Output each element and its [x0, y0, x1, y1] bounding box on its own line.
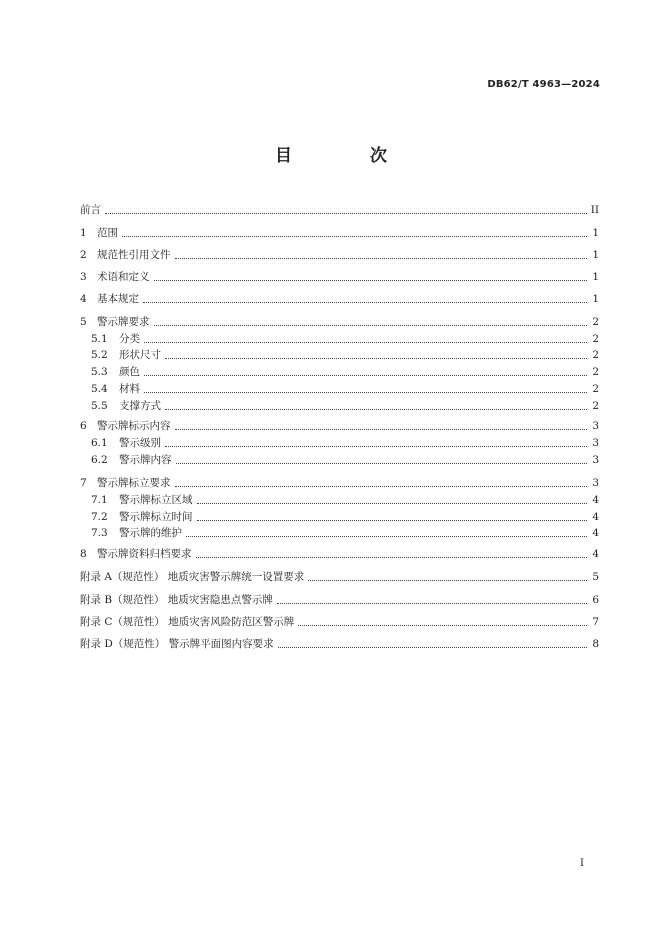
- toc-entry-number: 8: [80, 548, 87, 560]
- toc-entry-label: 警示牌要求: [97, 316, 150, 328]
- toc-entry-page: 4: [592, 548, 599, 560]
- dot-leader: [176, 462, 588, 464]
- toc-entry-number: 5: [80, 316, 87, 328]
- toc-entry-label: 材料: [119, 383, 140, 395]
- toc-entry[interactable]: [80, 592, 599, 608]
- dot-leader: [197, 502, 588, 504]
- dot-leader: [298, 624, 587, 626]
- toc-entry-number: 7.2: [91, 511, 108, 523]
- toc-entry-label: 警示牌标立要求: [97, 477, 171, 489]
- toc-entry[interactable]: [91, 331, 599, 347]
- dot-leader: [175, 485, 588, 487]
- toc-entry[interactable]: [91, 381, 599, 397]
- toc-entry-page: 3: [592, 420, 599, 432]
- toc-entry-page: 2: [592, 400, 599, 412]
- toc-entry-page: 1: [592, 271, 599, 283]
- toc-entry[interactable]: [80, 614, 599, 630]
- doc-code: DB62/T 4963—2024: [487, 79, 600, 90]
- dot-leader: [154, 324, 588, 326]
- toc-entry-page: 3: [592, 437, 599, 449]
- toc-entry-page: 4: [592, 494, 599, 506]
- dot-leader: [165, 445, 587, 447]
- toc-entry[interactable]: [91, 435, 599, 451]
- toc-entry-page: 2: [592, 333, 599, 345]
- toc-entry-label: 警示牌资料归档要求: [97, 548, 192, 560]
- toc-entry-number: 7: [80, 477, 87, 489]
- toc-entry-label: 警示牌的维护: [119, 527, 182, 539]
- toc-entry-label: 规范性引用文件: [97, 249, 171, 261]
- dot-leader: [175, 428, 588, 430]
- dot-leader: [277, 602, 587, 604]
- toc-entry[interactable]: [80, 291, 599, 307]
- toc-entry-label: 基本规定: [97, 293, 139, 305]
- toc-entry-label: 警示牌标立时间: [119, 511, 193, 523]
- toc-entry-label: 术语和定义: [97, 271, 150, 283]
- dot-leader: [186, 535, 587, 537]
- dot-leader: [165, 408, 587, 410]
- toc-entry-label: 颜色: [119, 366, 140, 378]
- toc-entry-label: 范围: [97, 227, 118, 239]
- toc-entry[interactable]: [80, 546, 599, 562]
- toc-entry[interactable]: [80, 314, 599, 330]
- dot-leader: [144, 374, 587, 376]
- toc-entry-page: 3: [592, 477, 599, 489]
- toc-entry-page: 7: [592, 616, 599, 628]
- toc-entry-label: 警示牌标示内容: [97, 420, 171, 432]
- toc-entry-label: 附录 A（规范性） 地质灾害警示牌统一设置要求: [80, 571, 305, 583]
- toc-entry-label: 警示牌内容: [119, 454, 172, 466]
- toc-entry-number: 4: [80, 293, 87, 305]
- toc-entry-number: 7.1: [91, 494, 108, 506]
- toc-entry-label: 附录 D（规范性） 警示牌平面图内容要求: [80, 638, 274, 650]
- toc-entry-page: II: [590, 204, 599, 216]
- dot-leader: [105, 212, 587, 214]
- toc-entry-label: 分类: [119, 333, 140, 345]
- toc-entry-number: 5.3: [91, 366, 108, 378]
- toc-entry-page: 2: [592, 349, 599, 361]
- toc-entry-page: 2: [592, 383, 599, 395]
- toc-entry-label: 警示级别: [119, 437, 161, 449]
- dot-leader: [122, 235, 587, 237]
- toc-entry-page: 1: [592, 227, 599, 239]
- toc-entry-page: 1: [592, 249, 599, 261]
- dot-leader: [278, 646, 587, 648]
- toc-entry-number: 5.2: [91, 349, 108, 361]
- toc-entry[interactable]: [80, 475, 599, 491]
- toc-entry-label: 警示牌标立区域: [119, 494, 193, 506]
- toc-entry-number: 2: [80, 249, 87, 261]
- toc-entry[interactable]: [80, 247, 599, 263]
- toc-entry[interactable]: [91, 492, 599, 508]
- dot-leader: [143, 301, 587, 303]
- toc-entry-label: 附录 C（规范性） 地质灾害风险防范区警示牌: [80, 616, 295, 628]
- toc-entry-page: 2: [592, 366, 599, 378]
- toc-entry-label: 附录 B（规范性） 地质灾害隐患点警示牌: [80, 594, 273, 606]
- toc-entry-page: 8: [592, 638, 599, 650]
- toc-entry[interactable]: [91, 364, 599, 380]
- toc-entry-number: 6: [80, 420, 87, 432]
- toc-entry-number: 1: [80, 227, 87, 239]
- toc-entry-label: 前言: [80, 204, 101, 216]
- toc-entry[interactable]: [80, 418, 599, 434]
- toc-entry-label: 形状尺寸: [119, 349, 161, 361]
- toc-entry[interactable]: [80, 225, 599, 241]
- toc-entry[interactable]: [80, 636, 599, 652]
- dot-leader: [197, 519, 588, 521]
- toc-entry-number: 5.1: [91, 333, 108, 345]
- toc-entry-page: 4: [592, 511, 599, 523]
- toc-entry-number: 6.1: [91, 437, 108, 449]
- toc-entry-page: 1: [592, 293, 599, 305]
- page-number: I: [580, 858, 584, 869]
- toc-entry-number: 6.2: [91, 454, 108, 466]
- toc-entry[interactable]: [91, 509, 599, 525]
- toc-entry[interactable]: [80, 269, 599, 285]
- toc-entry-number: 5.5: [91, 400, 108, 412]
- dot-leader: [144, 341, 587, 343]
- toc-entry-page: 2: [592, 316, 599, 328]
- dot-leader: [196, 556, 588, 558]
- toc-entry-number: 7.3: [91, 527, 108, 539]
- toc-entry-page: 4: [592, 527, 599, 539]
- toc-entry[interactable]: [91, 452, 599, 468]
- toc-entry[interactable]: [80, 569, 599, 585]
- toc-entry-number: 5.4: [91, 383, 108, 395]
- dot-leader: [154, 279, 588, 281]
- dot-leader: [175, 257, 588, 259]
- toc-entry-label: 支撑方式: [119, 400, 161, 412]
- toc-entry-page: 6: [592, 594, 599, 606]
- toc-entry[interactable]: [80, 202, 599, 218]
- page-title: 目 次: [275, 146, 423, 166]
- toc-entry-page: 3: [592, 454, 599, 466]
- dot-leader: [165, 357, 587, 359]
- dot-leader: [308, 579, 587, 581]
- toc-entry[interactable]: [91, 398, 599, 414]
- dot-leader: [144, 391, 587, 393]
- toc-entry[interactable]: [91, 525, 599, 541]
- toc-entry[interactable]: [91, 347, 599, 363]
- toc-entry-page: 5: [592, 571, 599, 583]
- toc-entry-number: 3: [80, 271, 87, 283]
